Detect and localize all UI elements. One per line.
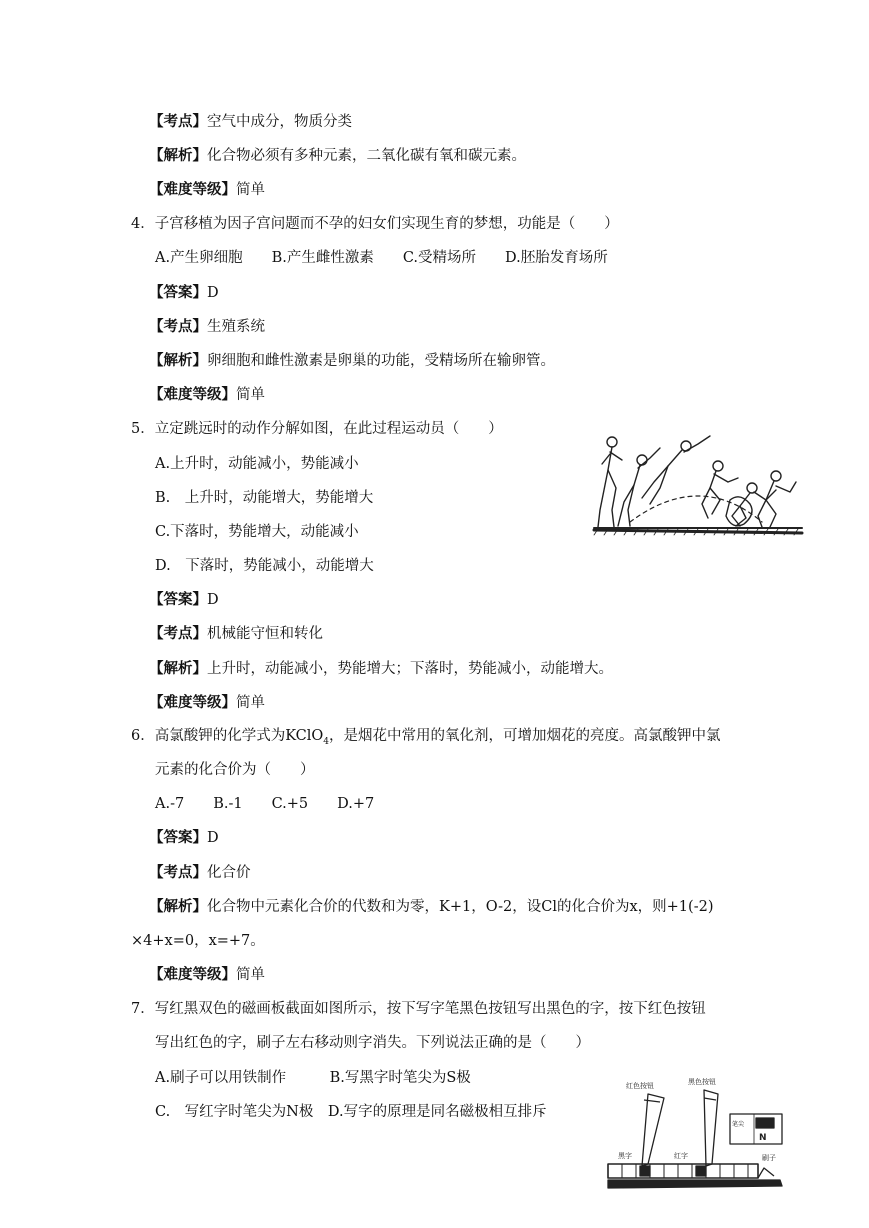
q4-stem: 4．子宫移植为因子宫问题而不孕的妇女们实现生育的梦想，功能是（ ） [131, 216, 619, 232]
text: 卵细胞和雌性激素是卵巢的功能，受精场所在输卵管。 [207, 353, 555, 369]
q5-stem: 5．立定跳远时的动作分解如图，在此过程运动员（ ） [131, 421, 503, 437]
q6-options: A.-7 B.-1 C.+5 D.+7 [155, 796, 375, 812]
q6-analysis-line1 [149, 897, 713, 917]
analysis-q3 [149, 146, 526, 166]
q5-option-a: A.上升时，动能减小，势能减小 [155, 456, 359, 472]
pen-right [704, 1090, 718, 1166]
text: 机械能守恒和转化 [207, 626, 323, 642]
tag: 【解析】 [149, 147, 207, 164]
text: D [207, 285, 219, 301]
tag: 【解析】 [149, 352, 207, 369]
q6-analysis-line2: ×4+x=0，x=+7。 [131, 933, 265, 949]
q5-answer [149, 590, 219, 610]
text: 化合价 [207, 865, 251, 881]
brush-bar [608, 1180, 782, 1188]
text: D [207, 830, 219, 846]
tag: 【解析】 [149, 898, 207, 915]
n-pole-label: N [759, 1133, 767, 1143]
tag: 【考点】 [149, 113, 207, 130]
q4-difficulty [149, 385, 265, 405]
tag: 【考点】 [149, 318, 207, 335]
black-button-label: 黑色按钮 [688, 1078, 716, 1086]
q5-difficulty [149, 693, 265, 713]
q5-knowledge-point [149, 624, 323, 644]
stem-start: 6．高氯酸钾的化学式为KClO [131, 728, 324, 744]
red-char-label: 红字 [674, 1152, 688, 1160]
brush-label: 刷子 [762, 1154, 776, 1162]
q6-stem-line2: 元素的化合价为（ ） [155, 762, 315, 778]
text: 化合物必须有多种元素，二氧化碳有氧和碳元素。 [207, 148, 526, 164]
tag: 【考点】 [149, 625, 207, 642]
text: 简单 [236, 182, 265, 198]
text: 上升时，动能减小，势能增大；下落时，势能减小，动能增大。 [207, 661, 613, 677]
pen-left [642, 1094, 664, 1166]
q7-stem-line1: 7．写红黑双色的磁画板截面如图所示，按下写字笔黑色按钮写出黑色的字，按下红色按钮 [131, 1001, 706, 1017]
q4-knowledge-point [149, 317, 265, 337]
text: 空气中成分，物质分类 [207, 114, 352, 130]
board-cells [608, 1164, 758, 1178]
difficulty-q3 [149, 180, 265, 200]
q6-answer [149, 828, 219, 848]
text: 简单 [236, 695, 265, 711]
tag: 【难度等级】 [149, 694, 236, 711]
tag: 【考点】 [149, 864, 207, 881]
tag: 【难度等级】 [149, 966, 236, 983]
q6-knowledge-point [149, 863, 251, 883]
red-button-label: 红色按钮 [626, 1082, 654, 1090]
q4-analysis [149, 351, 555, 371]
subscript: 4 [323, 736, 330, 747]
q7-stem-line2: 写出红色的字，刷子左右移动则字消失。下列说法正确的是（ ） [155, 1035, 590, 1051]
text: 简单 [236, 387, 265, 403]
q5-option-d: D. 下落时，势能减小，动能增大 [155, 558, 374, 574]
q5-option-b: B. 上升时，动能增大，势能增大 [155, 490, 374, 506]
q5-option-c: C.下落时，势能增大，动能减小 [155, 524, 359, 540]
knowledge-point-q3 [149, 112, 352, 132]
q6-stem-line1 [131, 726, 721, 752]
q4-options: A.产生卵细胞 B.产生雌性激素 C.受精场所 D.胚胎发育场所 [155, 250, 608, 266]
tag: 【答案】 [149, 829, 207, 846]
text: 生殖系统 [207, 319, 265, 335]
tag: 【答案】 [149, 284, 207, 301]
text: 简单 [236, 967, 265, 983]
tag: 【难度等级】 [149, 181, 236, 198]
tag: 【解析】 [149, 660, 207, 677]
black-char-label: 黑字 [618, 1152, 632, 1160]
stem-end: ，是烟花中常用的氧化剂，可增加烟花的亮度。高氯酸钾中氯 [329, 728, 721, 744]
q4-answer [149, 283, 219, 303]
long-jump-figure [590, 430, 806, 536]
pen-tip-label: 笔尖 [732, 1121, 745, 1128]
text: 化合物中元素化合价的代数和为零，K+1，O-2，设Cl的化合价为x，则+1(-2) [207, 899, 714, 915]
q5-analysis [149, 659, 613, 679]
tag: 【答案】 [149, 591, 207, 608]
text: D [207, 592, 219, 608]
q7-options-ab: A.刷子可以用铁制作 B.写黑字时笔尖为S极 [155, 1070, 471, 1086]
q7-options-cd: C. 写红字时笔尖为N极 D.写字的原理是同名磁极相互排斥 [155, 1104, 547, 1120]
tag: 【难度等级】 [149, 386, 236, 403]
magnetic-board-figure [604, 1076, 802, 1194]
q6-difficulty [149, 965, 265, 985]
